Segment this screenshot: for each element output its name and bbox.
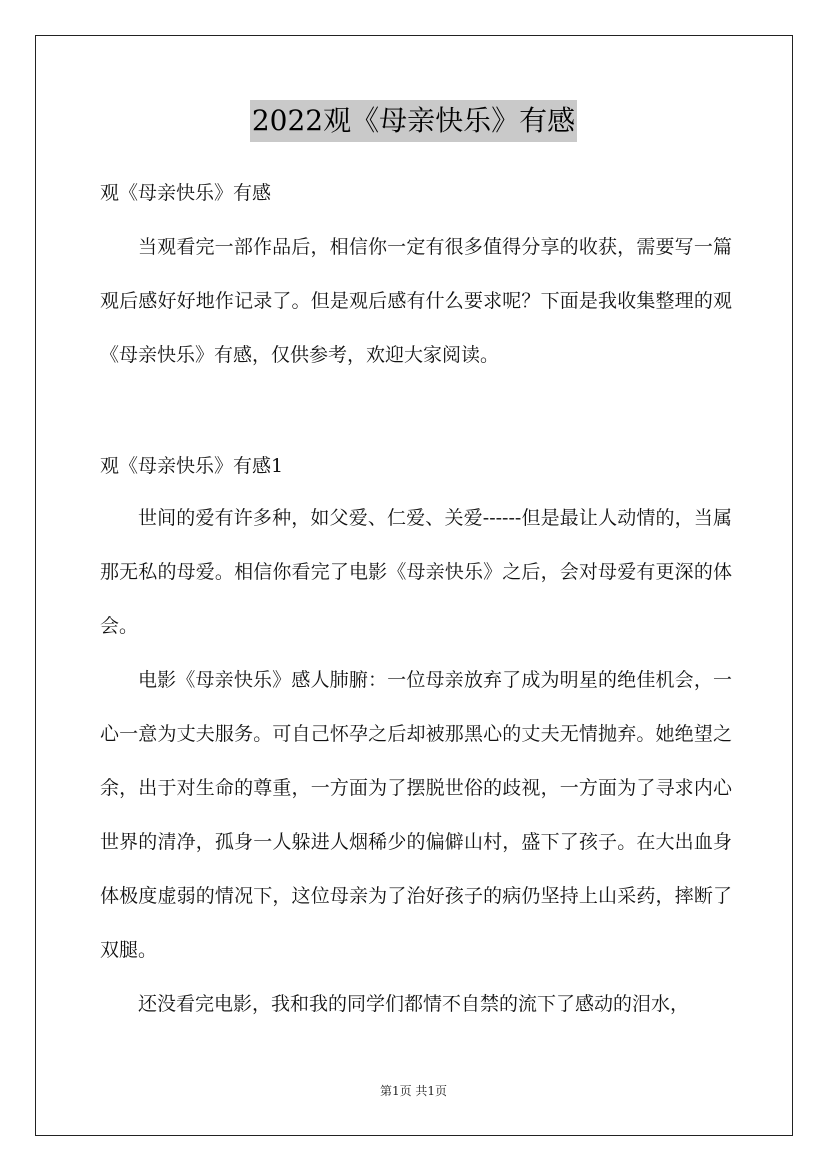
document-subtitle: 观《母亲快乐》有感 (100, 182, 272, 204)
title-container (0, 100, 827, 142)
page-footer: 第1页 共1页 (379, 1084, 448, 1098)
document-title: 2022观《母亲快乐》有感 (250, 100, 577, 142)
body-paragraph-2: 电影《母亲快乐》感人肺腑：一位母亲放弃了成为明星的绝佳机会，一心一意为丈夫服务。可自己怀孕之后却被那黑心的丈夫无情抛弃。她绝望之余，出于对生命的尊重，一方面为了摆脱世俗的歧视，一方面为了寻求内心世界的清净，孤身一人躲进人烟稀少的偏僻山村，盛下了孩子。在大出血身体极度虚弱的情况下，这位母亲为了治好孩子的病仍坚持上山采药，摔断了双腿。 (100, 669, 732, 961)
intro-paragraph: 当观看完一部作品后，相信你一定有很多值得分享的收获，需要写一篇观后感好好地作记录了。但是观后感有什么要求呢？下面是我收集整理的观《母亲快乐》有感，仅供参考，欢迎大家阅读。 (100, 236, 732, 366)
section-heading: 观《母亲快乐》有感1 (100, 455, 284, 477)
body-paragraph-1: 世间的爱有许多种，如父爱、仁爱、关爱------但是最让人动情的，当属那无私的母爱。相信你看完了电影《母亲快乐》之后，会对母爱有更深的体会。 (100, 507, 732, 637)
body-paragraph-3: 还没看完电影，我和我的同学们都情不自禁的流下了感动的泪水， (138, 993, 690, 1015)
